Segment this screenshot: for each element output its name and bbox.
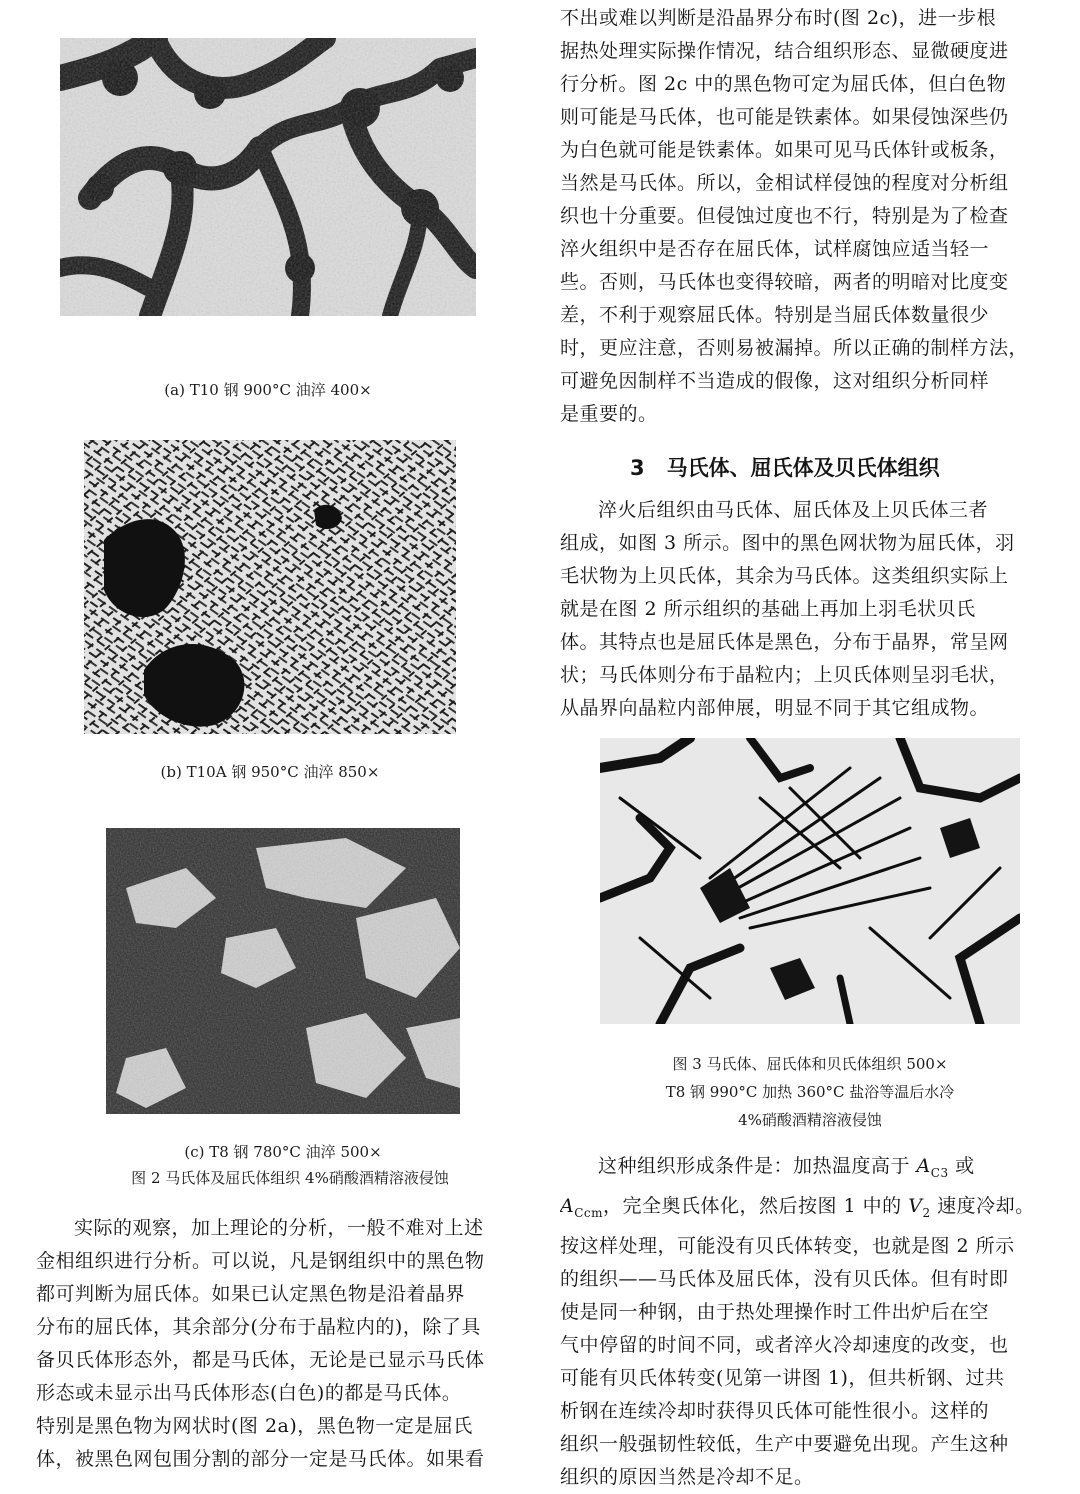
text-line: 可能有贝氏体转变(见第一讲图 1)，但共析钢、过共	[560, 1366, 1005, 1389]
text-line: 组织一般强韧性较低，生产中要避免出现。产生这种	[560, 1432, 1009, 1455]
text-line: 按这样处理，可能没有贝氏体转变，也就是图 2 所示	[560, 1234, 1015, 1257]
fig3-caption-line2: T8 钢 990°C 加热 360°C 盐浴等温后水冷	[665, 1083, 955, 1101]
right-column-paragraph-top	[560, 2, 1060, 431]
text-fragment: ，完全奥氏体化，然后按图 1 中的	[603, 1194, 909, 1217]
text-line	[560, 1150, 1060, 1190]
fig3-caption-line3: 4%硝酸酒精溶液侵蚀	[738, 1111, 882, 1129]
section-heading	[630, 452, 940, 482]
text-line: 的组织——马氏体及屈氏体，没有贝氏体。但有时即	[560, 1267, 1009, 1290]
fig2a-caption: (a) T10 钢 900°C 油淬 400×	[164, 381, 372, 399]
text-line: 组成，如图 3 所示。图中的黑色网状物为屈氏体，羽	[560, 532, 1015, 554]
text-line: 体。其特点也是屈氏体是黑色，分布于晶界，常呈网	[560, 631, 1009, 653]
text-line: 使是同一种钢，由于热处理操作时工件出炉后在空	[560, 1300, 990, 1323]
text-line: 据热处理实际操作情况，结合组织形态、显微硬度进	[560, 40, 1009, 62]
text-line: 是重要的。	[560, 403, 658, 425]
fig2c-caption: (c) T8 钢 780°C 油淬 500×	[184, 1143, 382, 1161]
text-line: 当然是马氏体。所以，金相试样侵蚀的程度对分析组	[560, 172, 1009, 194]
micrograph-fig2a	[60, 38, 476, 316]
text-line: 淬火组织中是否存在屈氏体，试样腐蚀应适当轻一	[560, 238, 990, 260]
accm-subscript: Ccm	[574, 1205, 604, 1220]
text-line: 织也十分重要。但侵蚀过度也不行，特别是为了检查	[560, 205, 1009, 227]
fig3-caption-line1: 图 3 马氏体、屈氏体和贝氏体组织 500×	[672, 1055, 948, 1073]
fig2-title: 图 2 马氏体及屈氏体组织 4%硝酸酒精溶液侵蚀	[131, 1169, 449, 1187]
section-title: 马氏体、屈氏体及贝氏体组织	[666, 456, 940, 480]
text-line: 就是在图 2 所示组织的基础上再加上羽毛状贝氏	[560, 598, 976, 620]
text-line: 为白色就可能是铁素体。如果可见马氏体针或板条，	[560, 139, 1009, 161]
right-column-paragraph-bottom	[560, 1150, 1060, 1494]
text-line: 形态或未显示出马氏体形态(白色)的都是马氏体。	[36, 1382, 462, 1404]
text-line: 淬火后组织由马氏体、屈氏体及上贝氏体三者	[598, 499, 989, 521]
micrograph-fig3	[600, 738, 1020, 1024]
text-line: 从晶界向晶粒内部伸展，明显不同于其它组成物。	[560, 697, 990, 719]
text-line: 金相组织进行分析。可以说，凡是钢组织中的黑色物	[36, 1250, 485, 1272]
text-line: 状；马氏体则分布于晶粒内；上贝氏体则呈羽毛状，	[560, 664, 1009, 686]
right-column-paragraph-section	[560, 494, 1060, 725]
left-column-paragraph	[36, 1212, 526, 1476]
text-fragment: 速度冷却。	[930, 1194, 1035, 1217]
fig2b-caption: (b) T10A 钢 950°C 油淬 850×	[160, 763, 380, 781]
ac3-symbol: A	[916, 1155, 931, 1177]
text-line: 时，更应注意，否则易被漏掉。所以正确的制样方法，	[560, 337, 1029, 359]
text-line: 可避免因制样不当造成的假像，这对组织分析同样	[560, 370, 990, 392]
text-fragment: 或	[948, 1155, 975, 1177]
text-line: 体，被黑色网包围分割的部分一定是马氏体。如果看	[36, 1448, 485, 1470]
text-line: 都可判断为屈氏体。如果已认定黑色物是沿着晶界	[36, 1283, 466, 1305]
text-line: 则可能是马氏体，也可能是铁素体。如果侵蚀深些仍	[560, 106, 1009, 128]
section-number: 3	[630, 456, 645, 480]
text-line: 组织的原因当然是冷却不足。	[560, 1465, 814, 1488]
text-line: 分布的屈氏体，其余部分(分布于晶粒内的)，除了具	[36, 1316, 481, 1338]
micrograph-fig2c	[106, 828, 460, 1114]
text-line: 实际的观察，加上理论的分析，一般不难对上述	[74, 1217, 484, 1239]
v2-symbol: V	[908, 1194, 923, 1217]
text-line: 些。否则，马氏体也变得较暗，两者的明暗对比度变	[560, 271, 1009, 293]
text-line: 差，不利于观察屈氏体。特别是当屈氏体数量很少	[560, 304, 990, 326]
text-line: 特别是黑色物为网状时(图 2a)，黑色物一定是屈氏	[36, 1415, 473, 1437]
ac3-subscript: C3	[930, 1165, 949, 1180]
text-line: 不出或难以判断是沿晶界分布时(图 2c)，进一步根	[560, 7, 997, 29]
text-fragment: 这种组织形成条件是：加热温度高于	[598, 1155, 917, 1177]
text-line: 气中停留的时间不同，或者淬火冷却速度的改变，也	[560, 1333, 1009, 1356]
text-line: 毛状物为上贝氏体，其余为马氏体。这类组织实际上	[560, 565, 1009, 587]
text-line: 析钢在连续冷却时获得贝氏体可能性很小。这样的	[560, 1399, 990, 1422]
micrograph-fig2b	[84, 440, 456, 734]
text-line: 备贝氏体形态外，都是马氏体，无论是已显示马氏体	[36, 1349, 485, 1371]
accm-symbol: A	[560, 1194, 575, 1217]
text-line: 行分析。图 2c 中的黑色物可定为屈氏体，但白色物	[560, 73, 1007, 95]
text-line	[560, 1190, 1060, 1230]
v2-subscript: 2	[922, 1205, 931, 1220]
